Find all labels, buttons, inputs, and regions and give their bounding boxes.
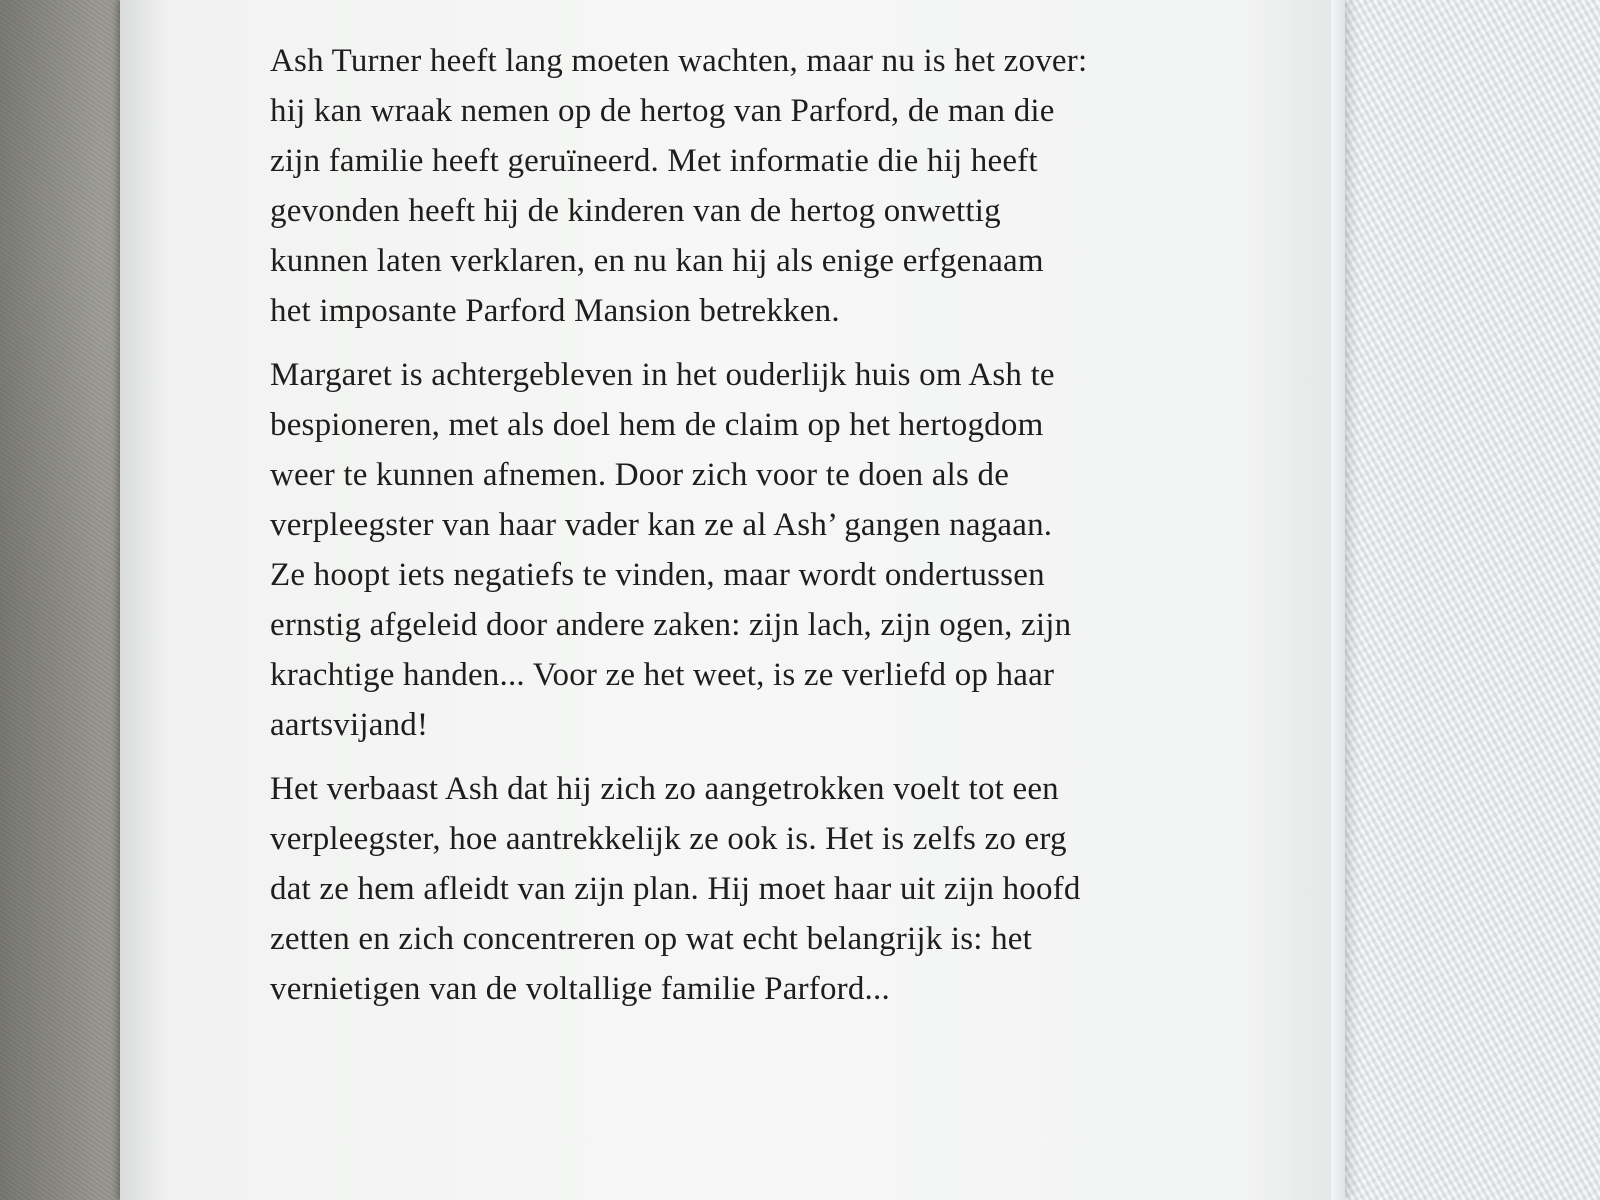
text-line: vernietigen van de voltallige familie Parford... (270, 971, 890, 1007)
text-line: het imposante Parford Mansion betrekken. (270, 293, 840, 329)
text-line: kunnen laten verklaren, en nu kan hij als enige erfgenaam (270, 243, 1044, 279)
gray-carpet-background (0, 0, 140, 1200)
text-line: Het verbaast Ash dat hij zich zo aangetrokken voelt tot een (270, 771, 1059, 807)
text-line: zetten en zich concentreren op wat echt belangrijk is: het (270, 921, 1033, 957)
text-line: Margaret is achtergebleven in het ouderlijk huis om Ash te (270, 357, 1055, 393)
text-line: bespioneren, met als doel hem de claim op het hertogdom (270, 407, 1044, 443)
white-fabric-background (1345, 0, 1600, 1200)
text-line: krachtige handen... Voor ze het weet, is ze verliefd op haar (270, 657, 1055, 693)
blurb-paragraph-2 (270, 350, 1255, 750)
text-line: weer te kunnen afnemen. Door zich voor te doen als de (270, 457, 1010, 493)
book-page-edge (1331, 0, 1345, 1200)
text-line: ernstig afgeleid door andere zaken: zijn lach, zijn ogen, zijn (270, 607, 1072, 643)
text-line: hij kan wraak nemen op de hertog van Parford, de man die (270, 93, 1055, 129)
blurb-paragraph-1 (270, 36, 1255, 336)
text-line: verpleegster van haar vader kan ze al Ash’ gangen nagaan. (270, 507, 1053, 543)
blurb-text (270, 36, 1255, 1028)
text-line: zijn familie heeft geruïneerd. Met informatie die hij heeft (270, 143, 1038, 179)
text-line: aartsvijand! (270, 707, 429, 743)
book-back-cover (120, 0, 1345, 1200)
text-line: Ze hoopt iets negatiefs te vinden, maar wordt ondertussen (270, 557, 1045, 593)
text-line: verpleegster, hoe aantrekkelijk ze ook is. Het is zelfs zo erg (270, 821, 1067, 857)
text-line: dat ze hem afleidt van zijn plan. Hij moet haar uit zijn hoofd (270, 871, 1081, 907)
text-line: gevonden heeft hij de kinderen van de hertog onwettig (270, 193, 1001, 229)
text-line: Ash Turner heeft lang moeten wachten, maar nu is het zover: (270, 43, 1088, 79)
blurb-paragraph-3 (270, 764, 1255, 1014)
